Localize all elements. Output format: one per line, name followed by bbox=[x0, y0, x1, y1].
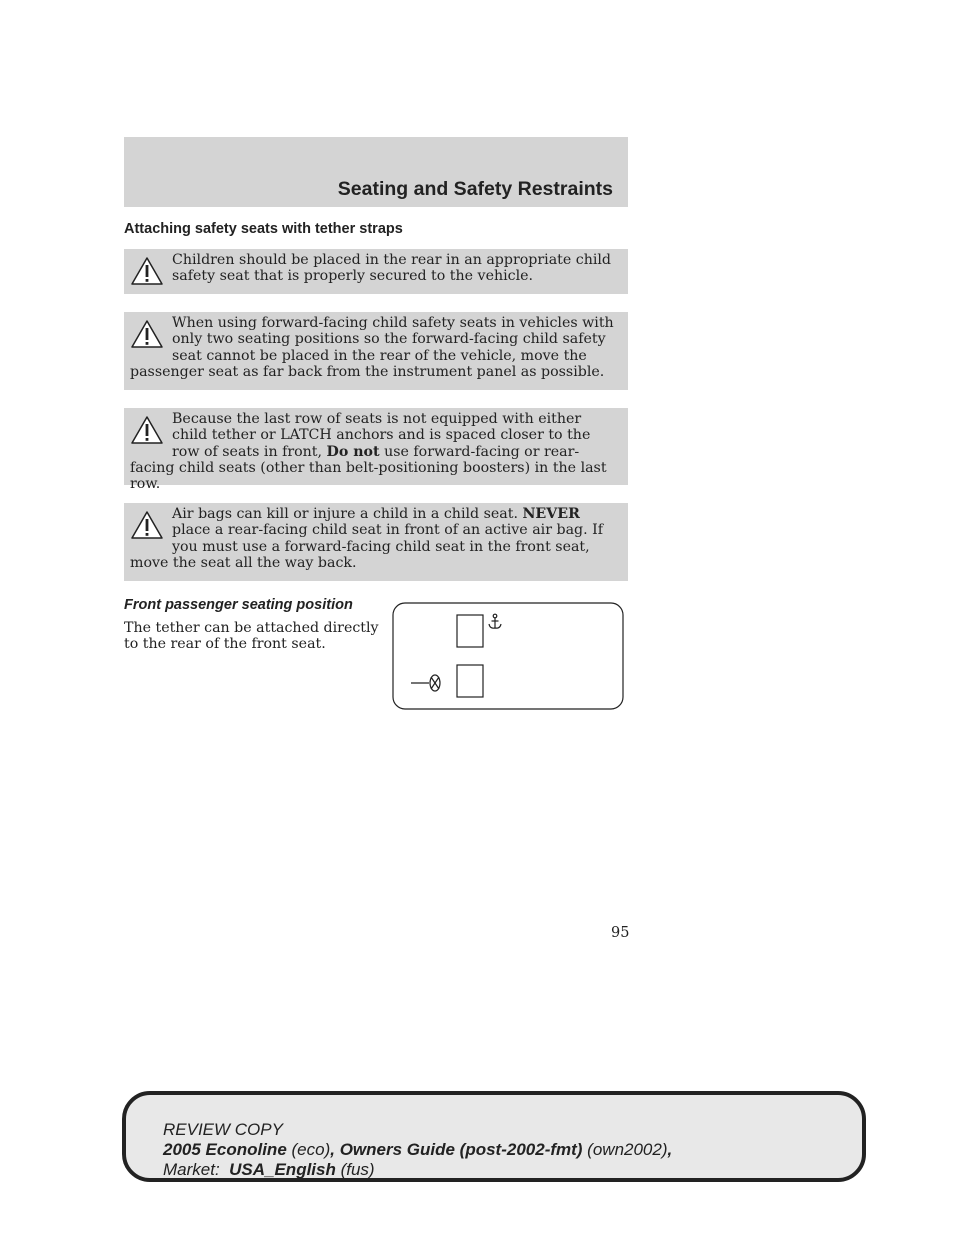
footer-guide-code: (own2002) bbox=[582, 1140, 668, 1159]
warning-text-bold: NEVER bbox=[522, 506, 580, 522]
warning-box-2 bbox=[124, 312, 628, 390]
warning-triangle-icon bbox=[130, 415, 164, 445]
footer-market: USA_English bbox=[229, 1160, 336, 1179]
footer-model-code: (eco) bbox=[286, 1140, 331, 1159]
footer-line-2 bbox=[163, 1140, 862, 1160]
warning-box-3 bbox=[124, 408, 628, 493]
warning-triangle-icon bbox=[130, 510, 164, 540]
subsection-body: The tether can be attached directly to the rear of the front seat. bbox=[124, 620, 379, 653]
footer-market-code: (fus) bbox=[335, 1160, 375, 1179]
warning-box-4 bbox=[124, 503, 628, 581]
seating-diagram bbox=[392, 602, 624, 710]
review-copy-footer bbox=[122, 1091, 866, 1182]
warning-triangle-icon bbox=[130, 319, 164, 349]
warning-text-bold: Do not bbox=[326, 443, 380, 460]
footer-market-label: Market: bbox=[163, 1160, 230, 1179]
warning-triangle-icon bbox=[130, 256, 164, 286]
footer-comma: , bbox=[667, 1140, 673, 1159]
page-number: 95 bbox=[611, 925, 630, 941]
warning-text: When using forward-facing child safety seats in vehicles with only two seating positions so the forward-facing child safety seat cannot be placed in the rear of the vehicle, move the passenger seat as far back from the instrument panel as possible. bbox=[130, 315, 614, 380]
footer-model: 2005 Econoline bbox=[163, 1140, 287, 1159]
page-title: Seating and Safety Restraints bbox=[337, 178, 613, 200]
review-copy-label: REVIEW COPY bbox=[163, 1120, 283, 1139]
warning-text-before: Air bags can kill or injure a child in a child seat. bbox=[172, 506, 523, 522]
rear-seat bbox=[457, 615, 483, 647]
warning-text-after: place a rear-facing child seat in front of an active air bag. If you must use a forward-facing child seat in the front seat, move the seat all the way back. bbox=[130, 522, 603, 571]
front-seat bbox=[457, 665, 483, 697]
warning-text: Children should be placed in the rear in an appropriate child safety seat that is properly secured to the vehicle. bbox=[172, 252, 612, 285]
warning-text-after: use forward-facing or rear-facing child seats (other than belt-positioning boosters) in the last row. bbox=[130, 443, 607, 493]
footer-line-3 bbox=[163, 1160, 862, 1180]
footer-guide: , Owners Guide (post-2002-fmt) bbox=[330, 1140, 583, 1159]
section-heading: Attaching safety seats with tether straps bbox=[124, 221, 403, 237]
warning-box-1 bbox=[124, 249, 628, 294]
footer-line-1 bbox=[163, 1120, 862, 1140]
header-bar bbox=[124, 137, 628, 207]
subsection-heading: Front passenger seating position bbox=[124, 597, 353, 613]
diagram-frame bbox=[393, 603, 623, 709]
warning-text-before: Because the last row of seats is not equipped with either child tether or LATCH anchors and is spaced closer to the row of seats in front, bbox=[172, 411, 591, 460]
